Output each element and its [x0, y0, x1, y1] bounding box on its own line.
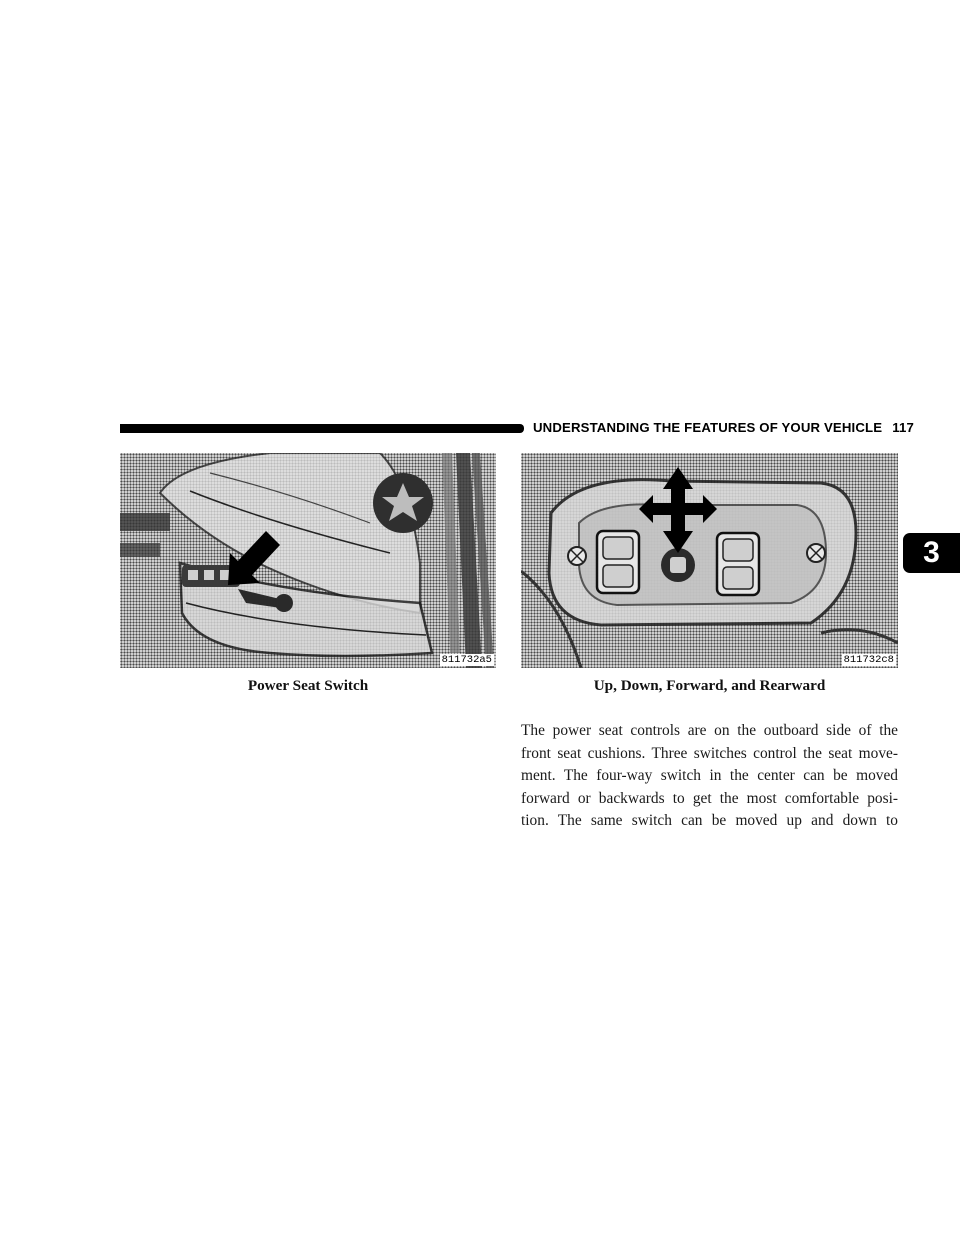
- running-header: [533, 419, 914, 437]
- figure-caption-left: Power Seat Switch: [247, 677, 369, 694]
- header-title: UNDERSTANDING THE FEATURES OF YOUR VEHICLE: [533, 420, 883, 435]
- figure-caption-right: Up, Down, Forward, and Rearward: [593, 677, 826, 694]
- header-rule: [120, 424, 524, 433]
- figure-power-seat-switch: [120, 453, 496, 668]
- body-line: tion. The same switch can be moved up and down to: [521, 812, 898, 830]
- body-line: forward or backwards to get the most comfortable posi-: [521, 789, 898, 807]
- figure-seat-directions: [521, 453, 898, 668]
- body-line: ment. The four-way switch in the center can be moved: [521, 767, 898, 785]
- page-number: 117: [892, 420, 914, 435]
- body-line: The power seat controls are on the outboard side of the: [521, 722, 898, 739]
- figure-code: 811732c8: [843, 654, 894, 666]
- body-line: front seat cushions. Three switches control the seat move-: [521, 744, 898, 762]
- seat-illustration: [120, 453, 496, 668]
- chapter-tab: 3: [903, 533, 960, 573]
- figure-code: 811732a5: [441, 654, 492, 666]
- switch-illustration: [521, 453, 898, 668]
- body-paragraph: [521, 720, 898, 833]
